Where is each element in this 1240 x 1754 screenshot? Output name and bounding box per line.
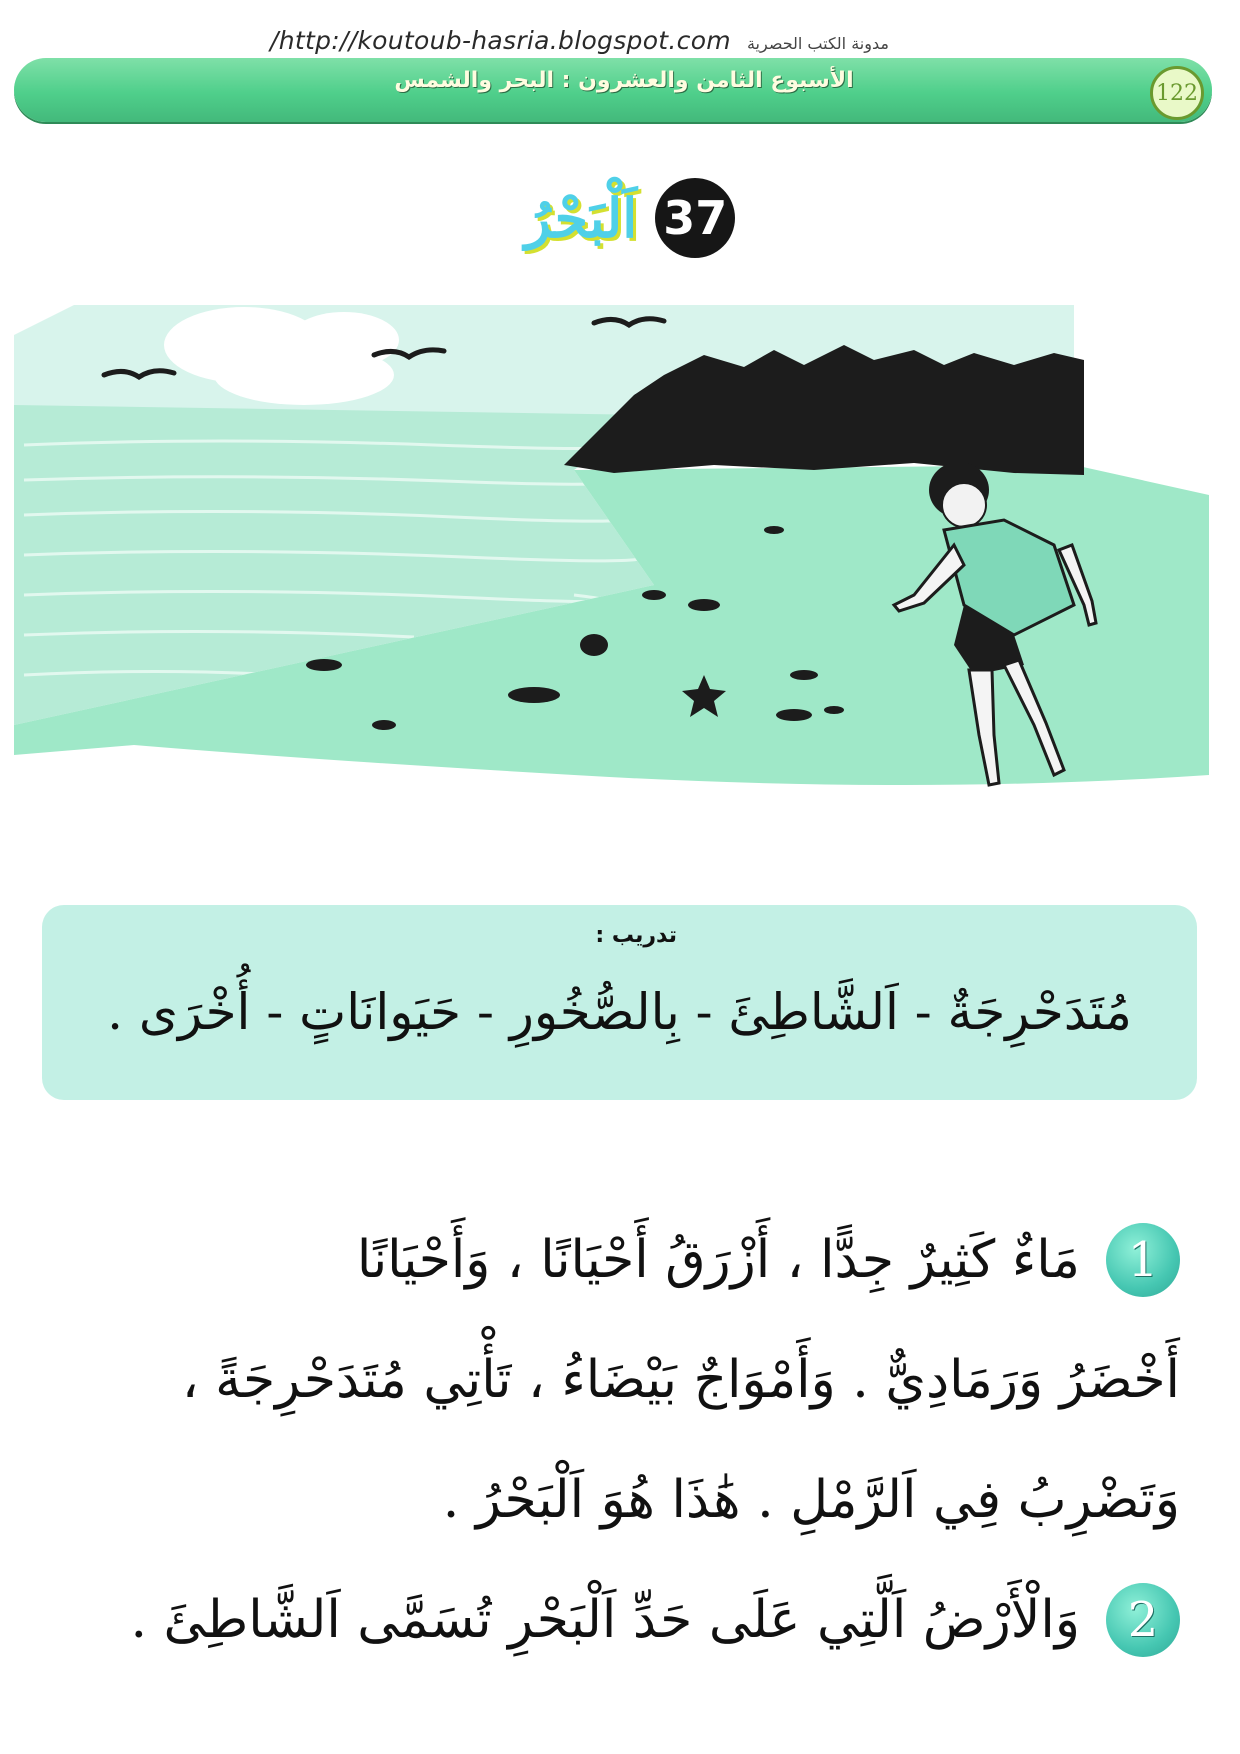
week-title: الأسبوع الثامن والعشرون : البحر والشمس — [394, 68, 854, 93]
paragraph-1-text-2: أَخْضَرُ وَرَمَادِيٌّ . وَأَمْوَاجٌ بَيْضَاءُ ، تَأْتِي مُتَدَحْرِجَةً ، — [181, 1350, 1180, 1410]
paragraph-1-badge: 1 — [1106, 1223, 1180, 1297]
beach-illustration — [14, 305, 1209, 845]
paragraph-1-line-3 — [30, 1440, 1180, 1560]
paragraph-1-text-3: وَتَضْرِبُ فِي اَلرَّمْلِ . هَٰذَا هُوَ اَلْبَحْرُ . — [442, 1470, 1180, 1530]
reading-passage — [30, 1200, 1180, 1680]
lesson-number-badge: 37 — [655, 178, 735, 258]
cloud — [289, 312, 399, 368]
paragraph-1-text-1: مَاءٌ كَثِيرٌ جِدًّا ، أَزْرَقُ أَحْيَانًا ، وَأَحْيَانًا — [356, 1230, 1080, 1290]
paragraph-1-line-2 — [30, 1320, 1180, 1440]
training-label: تدريب : — [595, 923, 677, 948]
blog-name: مدونة الكتب الحصرية — [746, 34, 889, 53]
training-words: مُتَدَحْرِجَةٌ - اَلشَّاطِئَ - بِالصُّخُورِ - حَيَوانَاتٍ - أُخْرَى . — [107, 983, 1132, 1041]
paragraph-2-text-1: وَالْأَرْضُ اَلَّتِي عَلَى حَدِّ اَلْبَحْرِ تُسَمَّى اَلشَّاطِئَ . — [130, 1590, 1080, 1650]
source-url: /http://koutoub-hasria.blogspot.com — [270, 26, 731, 55]
paragraph-1-line-1 — [30, 1200, 1180, 1320]
paragraph-2-line-1 — [30, 1560, 1180, 1680]
lesson-title: اَلْبَحْرُ — [524, 186, 638, 250]
page-number: 122 — [1150, 66, 1204, 120]
week-banner — [14, 58, 1212, 122]
source-watermark — [270, 26, 970, 60]
lesson-heading — [440, 168, 820, 268]
paragraph-2-badge: 2 — [1106, 1583, 1180, 1657]
training-box — [42, 905, 1197, 1100]
